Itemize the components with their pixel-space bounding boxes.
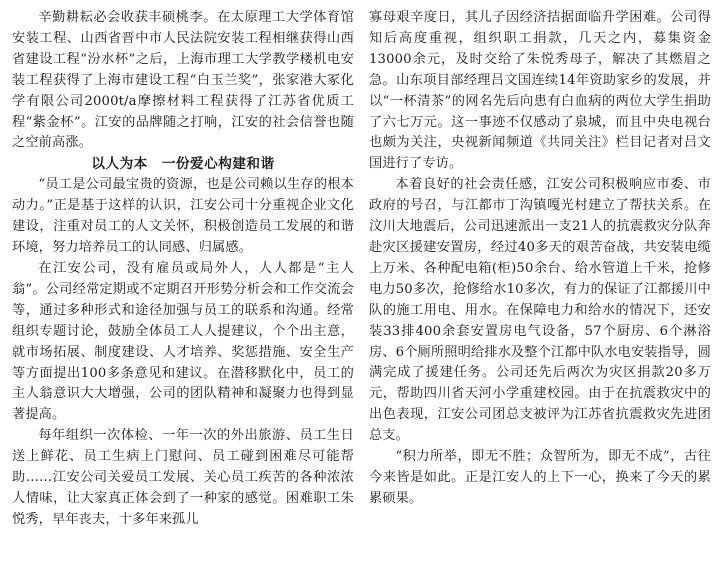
left-column	[12, 8, 354, 531]
section-heading: 以人为本 一份爱心构建和谐	[91, 156, 275, 173]
paragraph-employee-value: “员工是公司最宝贵的资源，也是公司赖以生存的根本动力。”正是基于这样的认识，江安公司十分重视企业文化建设，注重对员工的人文关怀，积极创造员工发展的和谐环境，努力培养员工的认同感、归属感。	[12, 177, 354, 256]
paragraph-conclusion: “积力所举，即无不胜；众智所为，即无不成”，古往今来皆是如此。正是江安人的上下一心，换来了今天的累累硕果。	[369, 449, 711, 506]
paragraph-brand-awards: 辛勤耕耘必会收获丰硕桃李。在太原理工大学体育馆安装工程、山西省晋中市人民法院安装工程相继获得山西省建设工程“汾水杯”之后，上海市理工大学教学楼机电安装工程获得了上海市建设工程“白玉兰奖”，张家港大冢化学有限公司2000t/a摩擦材料工程获得了江苏省优质工程“紫金杯”。江安的品牌随之打响，江安的社会信誉也随之空前高涨。	[12, 10, 354, 151]
paragraph-ownership: 在江安公司，没有雇员或局外人，人人都是“主人翁”。公司经常定期或不定期召开形势分析会和工作交流会等，通过多种形式和途径加强与员工的联系和沟通。经常组织专题讨论，鼓励全体员工人人提建议，个个出主意，就市场拓展、制度建设、人才培养、奖惩措施、安全生产等方面提出100多条意见和建议。在潜移默化中，员工的主人翁意识大大增强，公司的团队精神和凝聚力也得到显著提高。	[12, 260, 354, 423]
paragraph-social-responsibility: 本着良好的社会责任感，江安公司积极响应市委、市政府的号召，与江都市丁沟镇嘎光村建立了帮扶关系。在汶川大地震后，公司迅速派出一支21人的抗震救灾分队奔赴灾区援建安置房，经过40多天的艰苦奋战，共安装电缆上万米、各种配电箱(柜)50余台、给水管道上千米，抢修电力50多次，抢修给水10多次，有力的保证了江都援川中队的施工用电、用水。在保障电力和给水的情况下，还安装33排400余套安置房电气设备，57个厨房、6个淋浴房、6个厕所照明给排水及整个江都中队水电安装指导，圆满完成了援建任务。公司还先后两次为灾区捐款20多万元，帮助四川省天河小学重建校园。由于在抗震救灾中的出色表现，江安公司团总支被评为江苏省抗震救灾先进团总支。	[369, 177, 711, 444]
paragraph-employee-care-continued: 寡母艰辛度日，其儿子因经济拮据面临升学困难。公司得知后高度重视，组织职工捐款，几天之内，募集资金13000余元，及时交给了朱悦秀母子，解决了其燃眉之急。山东项目部经理吕文国连续14年资助家乡的发展，并以“一杯清茶”的网名先后向患有白血病的两位大学生捐助了六七万元。这一事迹不仅感动了泉城，而且中央电视台也颇为关注，央视新闻频道《共同关注》栏目记者对吕文国进行了专访。	[369, 10, 711, 172]
right-column	[369, 8, 711, 510]
paragraph-employee-care: 每年组织一次体检、一年一次的外出旅游、员工生日送上鲜花、员工生病上门慰问、员工碰到困难尽可能帮助……江安公司关爱员工发展、关心员工疾苦的各种浓浓人情味，让大家真正体会到了一种家的感觉。困难职工朱悦秀，早年丧夫，十多年来孤儿	[12, 428, 354, 527]
